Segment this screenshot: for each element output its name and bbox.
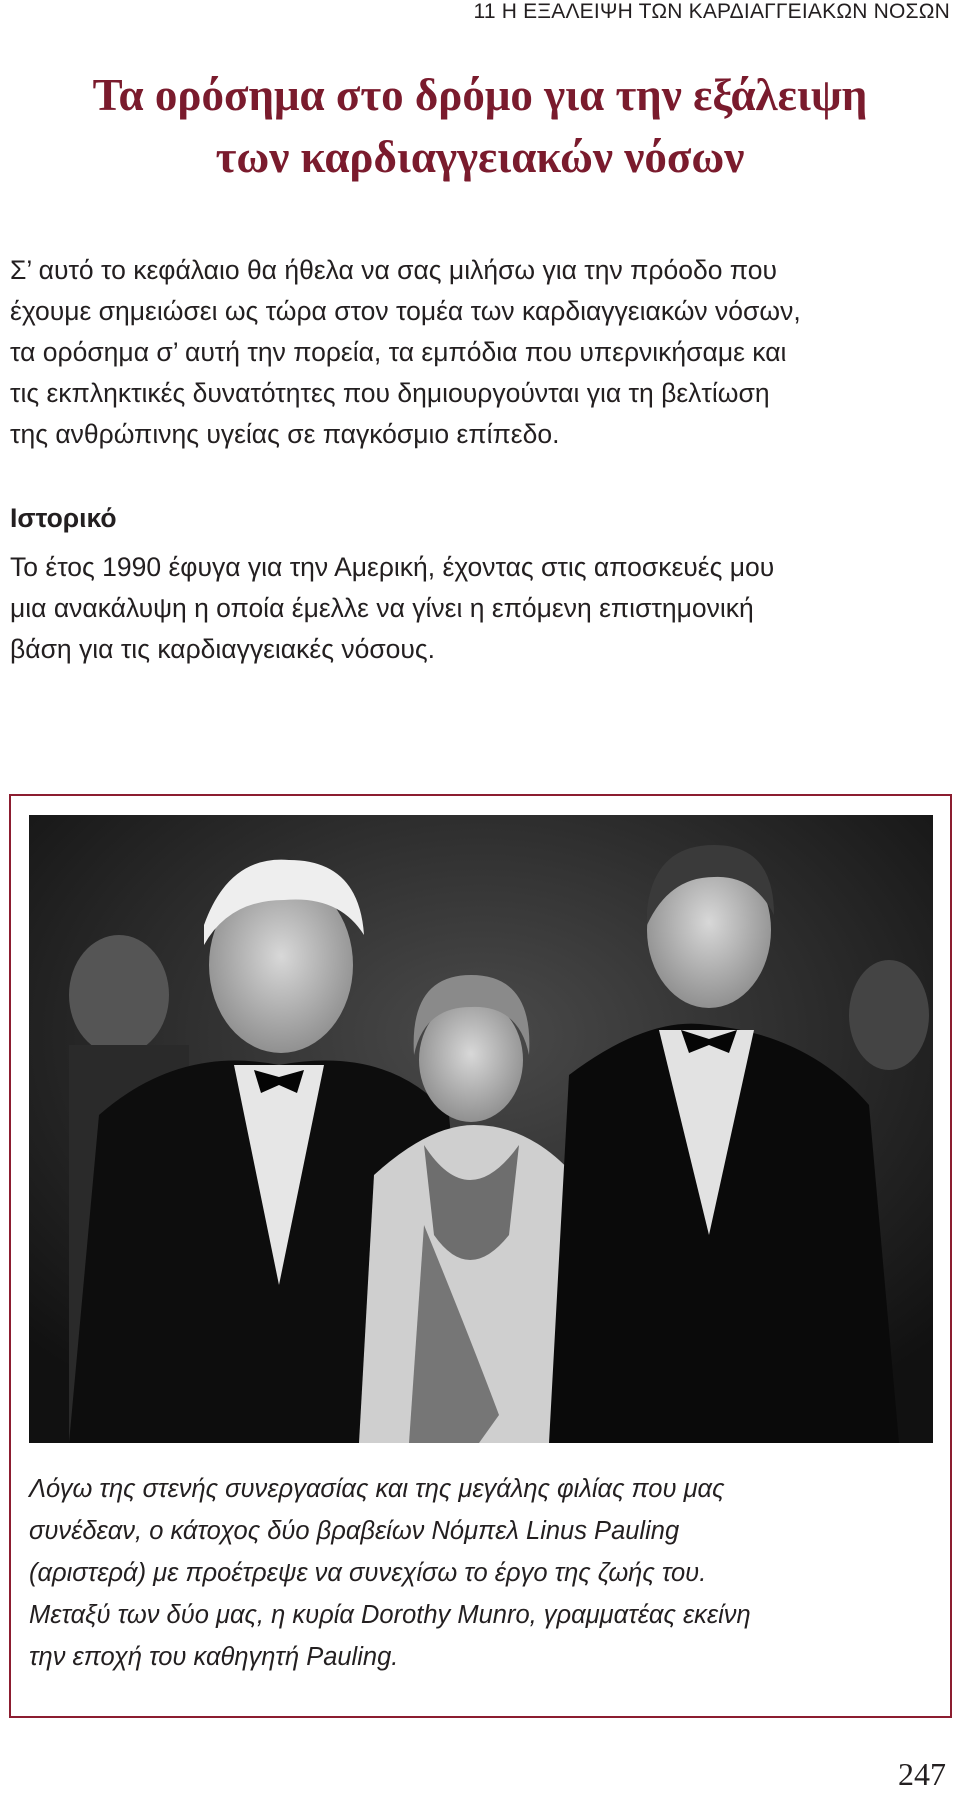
intro-line: έχουμε σημειώσει ως τώρα στον τομέα των καρδιαγγειακών νόσων, xyxy=(10,296,801,326)
page-number: 247 xyxy=(898,1756,946,1792)
intro-line: Σ’ αυτό το κεφάλαιο θα ήθελα να σας μιλήσω για την πρόοδο που xyxy=(10,255,777,285)
intro-line: τα ορόσημα σ’ αυτή την πορεία, τα εμπόδια που υπερνικήσαμε και xyxy=(10,337,787,367)
intro-line: της ανθρώπινης υγείας σε παγκόσμιο επίπεδο. xyxy=(10,419,560,449)
group-photo xyxy=(29,815,933,1443)
chapter-title-line-1: Τα ορόσημα στο δρόμο για την εξάλειψη xyxy=(92,70,868,120)
section-paragraph xyxy=(10,547,940,670)
section-line: βάση για τις καρδιαγγειακές νόσους. xyxy=(10,634,436,664)
chapter-title xyxy=(0,64,960,188)
running-header: 11 Η ΕΞΑΛΕΙΨΗ ΤΩΝ ΚΑΡΔΙΑΓΓΕΙΑΚΩΝ ΝΟΣΩΝ xyxy=(473,0,950,23)
intro-paragraph xyxy=(10,250,940,455)
caption-line: Μεταξύ των δύο μας, η κυρία Dorothy Munro, γραμματέας εκείνη xyxy=(29,1601,751,1629)
caption-line: (αριστερά) με προέτρεψε να συνεχίσω το έργο της ζωής του. xyxy=(29,1559,707,1587)
section-line: Το έτος 1990 έφυγα για την Αμερική, έχοντας στις αποσκευές μου xyxy=(10,552,775,582)
caption-line: Λόγω της στενής συνεργασίας και της μεγάλης φιλίας που μας xyxy=(29,1475,725,1503)
photo-illustration xyxy=(29,815,933,1443)
figure-frame xyxy=(9,794,952,1718)
figure-caption xyxy=(29,1468,929,1678)
chapter-title-line-2: των καρδιαγγειακών νόσων xyxy=(215,132,745,182)
section-line: μια ανακάλυψη η οποία έμελλε να γίνει η επόμενη επιστημονική xyxy=(10,593,754,623)
intro-line: τις εκπληκτικές δυνατότητες που δημιουργούνται για τη βελτίωση xyxy=(10,378,770,408)
section-heading: Ιστορικό xyxy=(10,503,117,533)
caption-line: συνέδεαν, ο κάτοχος δύο βραβείων Νόμπελ Linus Pauling xyxy=(29,1517,680,1545)
caption-line: την εποχή του καθηγητή Pauling. xyxy=(29,1643,399,1671)
